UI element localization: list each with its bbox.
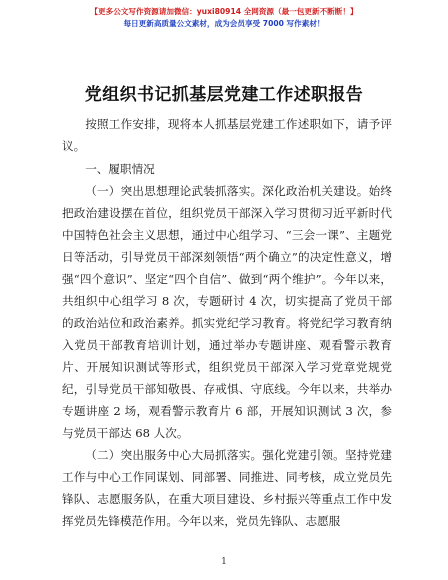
promo-banner-line-1: 【更多公文写作资源请加微信：yuxi80914 全网资源（最一包更新不断断！】 bbox=[90, 7, 358, 16]
body-paragraph-2: （二）突出服务中心大局抓落实。强化党建引领。坚持党建工作与中心工作同谋划、同部署、同推进、同考核，成立党员先锋队、志愿服务队，在重大项目建设、乡村振兴等重点工作中发挥党员先锋模范作用。今年以来，党员先锋队、志愿服 bbox=[62, 448, 392, 528]
intro-paragraph: 按照工作安排，现将本人抓基层党建工作述职如下，请予评议。 bbox=[62, 117, 392, 153]
promo-banner-line-2: 每日更新高质量公文素材，成为会员享受 7000 写作素材！ bbox=[123, 19, 325, 28]
section-heading: 一、履职情况 bbox=[85, 162, 155, 176]
page-number: 1 bbox=[221, 557, 227, 567]
body-paragraph-1: （一）突出思想理论武装抓落实。深化政治机关建设。始终把政治建设摆在首位，组织党员干部深入学习贯彻习近平新时代中国特色社会主义思想，通过中心组学习、“三会一课”、主题党日等活动，引导党员干部深刻领悟“两个确立”的决定性意义，增强“四个意识”、坚定“四个自信”、做到“两个维护”。今年以来，共组织中心组学习 8 次，专题研讨 4 次，切实提高了党员干部的政治站位和政治素养。抓实党纪学习教育。将党纪学习教育纳入党员干部教育培训计划，通过举办专题讲座、观看警示教育片、开展知识测试等形式，组织党员干部深入学习党章党规党纪，引导党员干部知敬畏、存戒惧、守底线。今年以来，共举办专题讲座 2 场，观看警示教育片 6 部，开展知识测试 3 次，参与党员干部达 68 人次。 bbox=[62, 184, 392, 440]
document-body bbox=[62, 113, 392, 532]
document-title: 党组织书记抓基层党建工作述职报告 bbox=[84, 85, 364, 105]
